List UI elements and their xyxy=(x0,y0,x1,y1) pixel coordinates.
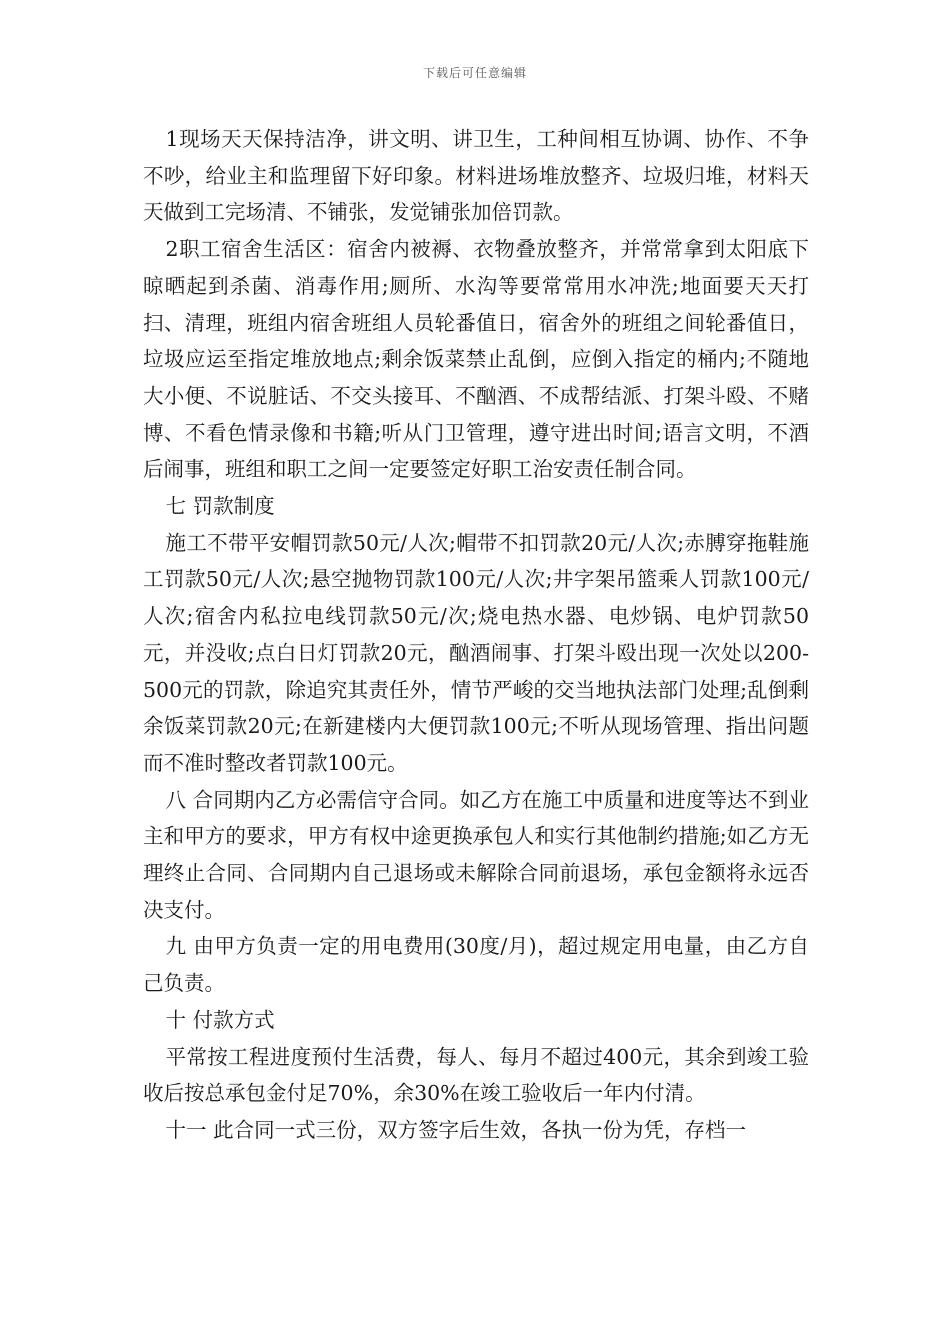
paragraph-dormitory-rules: 2职工宿舍生活区：宿舍内被褥、衣物叠放整齐，并常常拿到太阳底下晾晒起到杀菌、消毒作用;厕所、水沟等要常常用水冲洗;地面要天天打扫、清理，班组内宿舍班组人员轮番值日，宿舍外的班组之间轮番值日，垃圾应运至指定堆放地点;剩余饭菜禁止乱倒，应倒入指定的桶内;不随地大小便、不说脏话、不交头接耳、不酗酒、不成帮结派、打架斗殴、不赌博、不看色情录像和书籍;听从门卫管理，遵守进出时间;语言文明，不酒后闹事，班组和职工之间一定要签定好职工治安责任制合同。 xyxy=(143,237,809,482)
page-header: 下载后可任意编辑 xyxy=(422,66,527,80)
paragraph-electricity-cost: 九 由甲方负责一定的用电费用(30度/月)，超过规定用电量，由乙方自己负责。 xyxy=(143,934,809,996)
paragraph-penalty-items: 施工不带平安帽罚款50元/人次;帽带不扣罚款20元/人次;赤膊穿拖鞋施工罚款50元/人次;悬空抛物罚款100元/人次;井字架吊篮乘人罚款100元/人次;宿舍内私拉电线罚款50元/次;烧电热水器、电炒锅、电炉罚款50元，并没收;点白日灯罚款20元，酗酒闹事、打架斗殴出现一次处以200-500元的罚款，除追究其责任外，情节严峻的交当地执法部门处理;乱倒剩余饭菜罚款20元;在新建楼内大便罚款100元;不听从现场管理、指出问题而不准时整改者罚款100元。 xyxy=(143,530,809,775)
paragraph-payment-terms: 平常按工程进度预付生活费，每人、每月不超过400元，其余到竣工验收后按总承包金付足70%，余30%在竣工验收后一年内付清。 xyxy=(143,1044,809,1106)
paragraph-contract-copies: 十一 此合同一式三份，双方签字后生效，各执一份为凭，存档一 xyxy=(165,1117,747,1142)
paragraph-site-cleanliness: 1现场天天保持洁净，讲文明、讲卫生，工种间相互协调、协作、不争不吵，给业主和监理留下好印象。材料进场堆放整齐、垃圾归堆，材料天天做到工完场清、不铺张，发觉铺张加倍罚款。 xyxy=(143,127,809,225)
section-heading-payment: 十 付款方式 xyxy=(165,1007,275,1032)
document-body xyxy=(143,121,809,1149)
section-heading-penalty: 七 罚款制度 xyxy=(165,494,275,519)
paragraph-contract-compliance: 八 合同期内乙方必需信守合同。如乙方在施工中质量和进度等达不到业主和甲方的要求，甲方有权中途更换承包人和实行其他制约措施;如乙方无理终止合同、合同期内自己退场或未解除合同前退场，承包金额将永远否决支付。 xyxy=(143,787,809,922)
